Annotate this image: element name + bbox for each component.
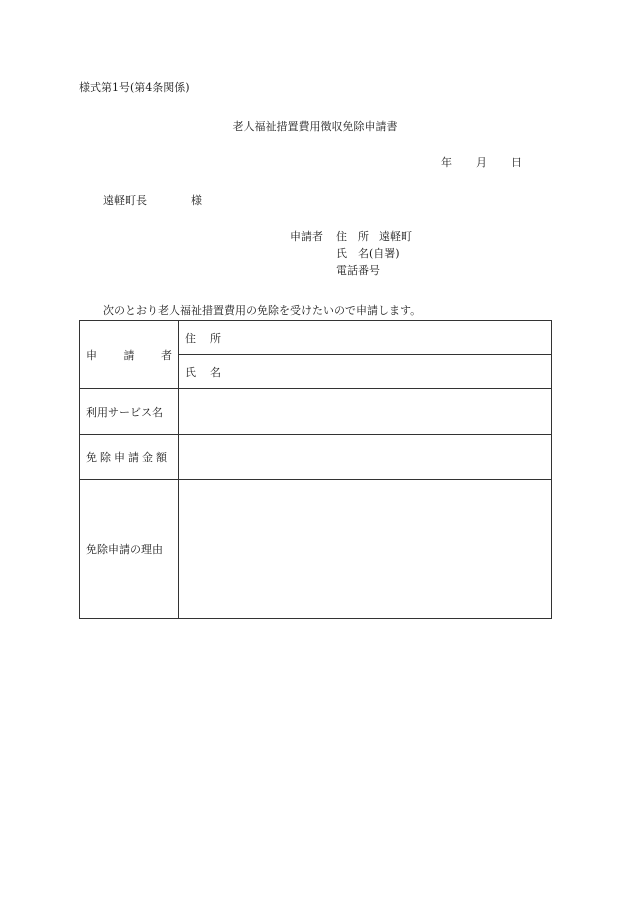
service-name-field[interactable] bbox=[179, 389, 552, 435]
intro-text: 次のとおり老人福祉措置費用の免除を受けたいので申請します。 bbox=[103, 304, 422, 317]
addressee-name: 遠軽町長 bbox=[103, 194, 147, 207]
service-name-label: 利用サービス名 bbox=[80, 389, 179, 435]
form-number: 様式第1号(第4条関係) bbox=[79, 81, 190, 94]
addressee-honorific: 様 bbox=[191, 194, 202, 207]
document-title: 老人福祉措置費用徴収免除申請書 bbox=[232, 120, 398, 133]
applicant-address-value: 遠軽町 bbox=[379, 230, 412, 243]
date-month: 月 bbox=[476, 156, 487, 169]
name-cell[interactable] bbox=[179, 355, 552, 389]
name-char-1: 氏 bbox=[185, 365, 196, 379]
address-char-1: 住 bbox=[185, 331, 196, 345]
address-cell[interactable] bbox=[179, 321, 552, 355]
applicant-char-3: 者 bbox=[161, 348, 172, 362]
address-char-2: 所 bbox=[210, 331, 221, 345]
exemption-amount-label: 免除申請金額 bbox=[80, 435, 179, 480]
applicant-row-label bbox=[80, 321, 179, 389]
date-day: 日 bbox=[511, 156, 522, 169]
applicant-address-label: 住 所 bbox=[336, 230, 369, 243]
name-char-2: 名 bbox=[210, 365, 221, 379]
exemption-reason-field[interactable] bbox=[179, 480, 552, 619]
applicant-heading: 申請者 bbox=[290, 230, 323, 243]
date-year: 年 bbox=[441, 156, 452, 169]
date-line bbox=[441, 156, 522, 170]
application-form-table bbox=[79, 320, 552, 619]
applicant-char-2: 請 bbox=[123, 348, 135, 362]
applicant-name-label: 氏 名(自署) bbox=[336, 247, 400, 260]
exemption-amount-field[interactable] bbox=[179, 435, 552, 480]
applicant-phone-label: 電話番号 bbox=[336, 264, 380, 277]
addressee bbox=[103, 194, 202, 208]
applicant-block bbox=[290, 230, 412, 281]
applicant-char-1: 申 bbox=[86, 348, 97, 362]
exemption-reason-label: 免除申請の理由 bbox=[80, 480, 179, 619]
